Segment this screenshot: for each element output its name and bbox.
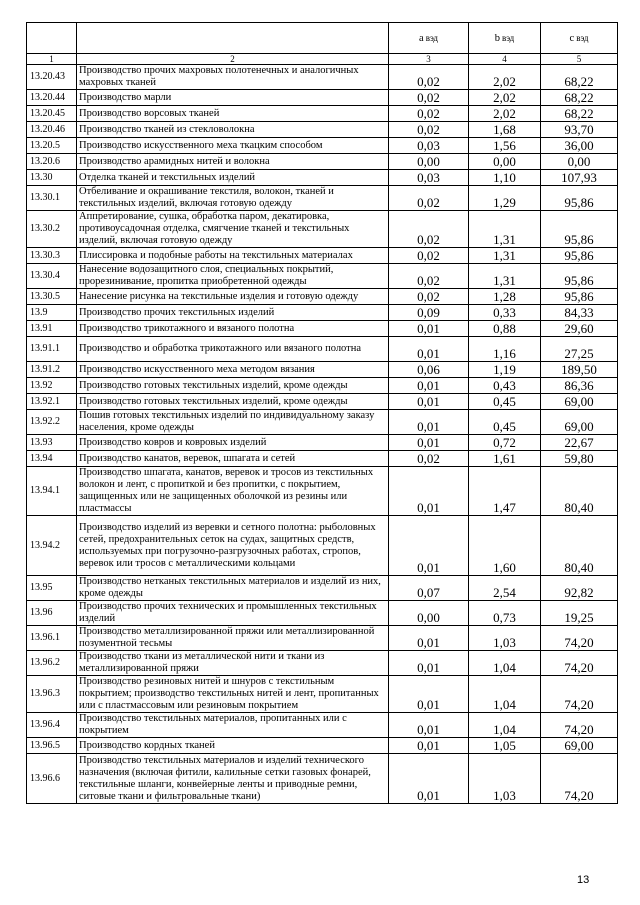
value-c-cell: 93,70: [541, 122, 618, 138]
table-row: [27, 305, 618, 321]
name-cell: Отбеливание и окрашивание текстиля, волокон, тканей и текстильных изделий, включая готовую одежду: [77, 186, 389, 211]
code-cell: 13.20.5: [27, 138, 77, 154]
header-cell-name: [77, 23, 389, 54]
value-b-cell: 1,31: [469, 211, 541, 248]
table-row: [27, 65, 618, 90]
value-c-cell: 92,82: [541, 576, 618, 601]
value-a-cell: 0,01: [389, 754, 469, 804]
name-cell: Производство изделий из веревки и сетного полотна: рыболовных сетей, предохранительных сеток на судах, защитных средств, используемых при погрузочно-разгрузочных работах, стропов, веревок или тросов с металлическими кольцами: [77, 516, 389, 576]
value-c-cell: 95,86: [541, 289, 618, 305]
value-a-cell: 0,01: [389, 738, 469, 754]
value-b-cell: 0,33: [469, 305, 541, 321]
code-cell: 13.94.1: [27, 467, 77, 516]
header-b-letter: b: [494, 32, 500, 44]
table-row: [27, 676, 618, 713]
value-c-cell: 95,86: [541, 248, 618, 264]
name-cell: Производство готовых текстильных изделий, кроме одежды: [77, 394, 389, 410]
header-cell-code: [27, 23, 77, 54]
value-b-cell: 1,68: [469, 122, 541, 138]
name-cell: Производство и обработка трикотажного или вязаного полотна: [77, 337, 389, 362]
value-b-cell: 1,04: [469, 713, 541, 738]
value-a-cell: 0,02: [389, 122, 469, 138]
value-b-cell: 0,88: [469, 321, 541, 337]
code-cell: 13.91.1: [27, 337, 77, 362]
value-a-cell: 0,01: [389, 410, 469, 435]
name-cell: Производство ворсовых тканей: [77, 106, 389, 122]
value-b-cell: 0,43: [469, 378, 541, 394]
value-c-cell: 69,00: [541, 738, 618, 754]
column-number: 2: [77, 54, 389, 65]
value-b-cell: 0,00: [469, 154, 541, 170]
code-cell: 13.96.1: [27, 626, 77, 651]
value-c-cell: 189,50: [541, 362, 618, 378]
table-row: [27, 738, 618, 754]
code-cell: 13.30: [27, 170, 77, 186]
value-c-cell: 86,36: [541, 378, 618, 394]
name-cell: Производство искусственного меха ткацким способом: [77, 138, 389, 154]
code-cell: 13.30.5: [27, 289, 77, 305]
value-b-cell: 1,31: [469, 248, 541, 264]
value-b-cell: 1,10: [469, 170, 541, 186]
table-row: [27, 451, 618, 467]
name-cell: Производство нетканых текстильных материалов и изделий из них, кроме одежды: [77, 576, 389, 601]
value-b-cell: 1,28: [469, 289, 541, 305]
value-a-cell: 0,02: [389, 451, 469, 467]
value-a-cell: 0,00: [389, 154, 469, 170]
value-a-cell: 0,02: [389, 211, 469, 248]
value-a-cell: 0,01: [389, 337, 469, 362]
name-cell: Нанесение рисунка на текстильные изделия и готовую одежду: [77, 289, 389, 305]
column-number: 3: [389, 54, 469, 65]
table-row: [27, 264, 618, 289]
code-cell: 13.96: [27, 601, 77, 626]
value-b-cell: 1,03: [469, 626, 541, 651]
value-b-cell: 1,60: [469, 516, 541, 576]
table-row: [27, 289, 618, 305]
table-row: [27, 435, 618, 451]
name-cell: Производство ткани из металлической нити и ткани из металлизированной пряжи: [77, 651, 389, 676]
table-row: [27, 154, 618, 170]
code-cell: 13.30.3: [27, 248, 77, 264]
value-c-cell: 68,22: [541, 90, 618, 106]
value-a-cell: 0,06: [389, 362, 469, 378]
name-cell: Производство текстильных материалов, пропитанных или с покрытием: [77, 713, 389, 738]
column-number: 4: [469, 54, 541, 65]
value-a-cell: 0,01: [389, 321, 469, 337]
value-b-cell: 1,03: [469, 754, 541, 804]
header-c-letter: c: [569, 32, 575, 44]
table-row: [27, 122, 618, 138]
value-c-cell: 68,22: [541, 106, 618, 122]
table-row: [27, 138, 618, 154]
name-cell: Производство трикотажного и вязаного полотна: [77, 321, 389, 337]
value-b-cell: 2,02: [469, 106, 541, 122]
value-a-cell: 0,02: [389, 90, 469, 106]
value-b-cell: 2,54: [469, 576, 541, 601]
column-number: 5: [541, 54, 618, 65]
page-number: 13: [577, 874, 590, 886]
column-numbering-row: [27, 54, 618, 65]
table-row: [27, 410, 618, 435]
code-cell: 13.96.6: [27, 754, 77, 804]
name-cell: Производство текстильных материалов и изделий технического назначения (включая фитили, калильные сетки газовых фонарей, текстильные шланги, конвейерные ленты и приводные ремни, ситовые ткани и фильтровальные ткани): [77, 754, 389, 804]
header-cell-a: [389, 23, 469, 54]
value-c-cell: 84,33: [541, 305, 618, 321]
table-row: [27, 170, 618, 186]
name-cell: Производство марли: [77, 90, 389, 106]
value-c-cell: 74,20: [541, 676, 618, 713]
value-a-cell: 0,02: [389, 248, 469, 264]
code-cell: 13.92: [27, 378, 77, 394]
value-c-cell: 95,86: [541, 264, 618, 289]
coefficient-table: [26, 22, 618, 804]
header-b-sub: вэд: [502, 32, 515, 43]
table-row: [27, 626, 618, 651]
name-cell: Производство кордных тканей: [77, 738, 389, 754]
value-b-cell: 1,04: [469, 651, 541, 676]
header-cell-b: [469, 23, 541, 54]
value-b-cell: 1,61: [469, 451, 541, 467]
value-a-cell: 0,01: [389, 676, 469, 713]
code-cell: 13.20.46: [27, 122, 77, 138]
code-cell: 13.20.45: [27, 106, 77, 122]
value-b-cell: 1,04: [469, 676, 541, 713]
value-a-cell: 0,02: [389, 264, 469, 289]
value-a-cell: 0,07: [389, 576, 469, 601]
name-cell: Производство прочих технических и промышленных текстильных изделий: [77, 601, 389, 626]
code-cell: 13.30.1: [27, 186, 77, 211]
table-row: [27, 186, 618, 211]
value-a-cell: 0,02: [389, 65, 469, 90]
name-cell: Производство металлизированной пряжи или металлизированной позументной тесьмы: [77, 626, 389, 651]
table-row: [27, 337, 618, 362]
name-cell: Производство резиновых нитей и шнуров с текстильным покрытием; производство текстильных нитей и лент, пропитанных или с пластмассовым или резиновым покрытием: [77, 676, 389, 713]
value-a-cell: 0,03: [389, 170, 469, 186]
value-a-cell: 0,02: [389, 186, 469, 211]
code-cell: 13.30.4: [27, 264, 77, 289]
value-b-cell: 2,02: [469, 65, 541, 90]
header-c-sub: вэд: [576, 32, 589, 43]
name-cell: Пошив готовых текстильных изделий по индивидуальному заказу населения, кроме одежды: [77, 410, 389, 435]
value-b-cell: 1,31: [469, 264, 541, 289]
name-cell: Производство канатов, веревок, шпагата и сетей: [77, 451, 389, 467]
code-cell: 13.20.6: [27, 154, 77, 170]
value-c-cell: 22,67: [541, 435, 618, 451]
value-c-cell: 74,20: [541, 651, 618, 676]
code-cell: 13.94: [27, 451, 77, 467]
code-cell: 13.92.2: [27, 410, 77, 435]
value-a-cell: 0,02: [389, 106, 469, 122]
value-c-cell: 80,40: [541, 516, 618, 576]
column-number: 1: [27, 54, 77, 65]
name-cell: Производство ковров и ковровых изделий: [77, 435, 389, 451]
name-cell: Производство шпагата, канатов, веревок и тросов из текстильных волокон и лент, с пропиткой и без пропитки, с покрытием, защищенных или не защищенных оболочкой из резины или пластмассы: [77, 467, 389, 516]
table-row: [27, 754, 618, 804]
name-cell: Производство прочих текстильных изделий: [77, 305, 389, 321]
table-row: [27, 467, 618, 516]
value-b-cell: 1,19: [469, 362, 541, 378]
name-cell: Отделка тканей и текстильных изделий: [77, 170, 389, 186]
table-row: [27, 516, 618, 576]
value-c-cell: 36,00: [541, 138, 618, 154]
code-cell: 13.96.5: [27, 738, 77, 754]
code-cell: 13.95: [27, 576, 77, 601]
value-c-cell: 0,00: [541, 154, 618, 170]
value-b-cell: 2,02: [469, 90, 541, 106]
code-cell: 13.92.1: [27, 394, 77, 410]
value-c-cell: 27,25: [541, 337, 618, 362]
value-c-cell: 19,25: [541, 601, 618, 626]
value-c-cell: 59,80: [541, 451, 618, 467]
table-body: [27, 23, 618, 804]
code-cell: 13.20.44: [27, 90, 77, 106]
name-cell: Производство прочих махровых полотенечных и аналогичных махровых тканей: [77, 65, 389, 90]
name-cell: Производство готовых текстильных изделий, кроме одежды: [77, 378, 389, 394]
code-cell: 13.9: [27, 305, 77, 321]
table-row: [27, 248, 618, 264]
value-a-cell: 0,01: [389, 378, 469, 394]
header-cell-c: [541, 23, 618, 54]
value-a-cell: 0,01: [389, 651, 469, 676]
code-cell: 13.91.2: [27, 362, 77, 378]
value-c-cell: 69,00: [541, 410, 618, 435]
table-row: [27, 576, 618, 601]
value-a-cell: 0,09: [389, 305, 469, 321]
value-c-cell: 29,60: [541, 321, 618, 337]
value-b-cell: 1,47: [469, 467, 541, 516]
code-cell: 13.94.2: [27, 516, 77, 576]
value-b-cell: 1,29: [469, 186, 541, 211]
name-cell: Аппретирование, сушка, обработка паром, декатировка, противоусадочная отделка, смягчение тканей и текстильных изделий, включая готовую одежду: [77, 211, 389, 248]
table-row: [27, 651, 618, 676]
value-b-cell: 0,72: [469, 435, 541, 451]
header-a-sub: вэд: [425, 32, 438, 43]
header-a-letter: a: [419, 32, 424, 44]
value-a-cell: 0,01: [389, 516, 469, 576]
value-b-cell: 1,16: [469, 337, 541, 362]
table-row: [27, 211, 618, 248]
value-c-cell: 69,00: [541, 394, 618, 410]
value-c-cell: 74,20: [541, 754, 618, 804]
value-c-cell: 95,86: [541, 186, 618, 211]
value-a-cell: 0,01: [389, 467, 469, 516]
name-cell: Производство арамидных нитей и волокна: [77, 154, 389, 170]
value-c-cell: 107,93: [541, 170, 618, 186]
value-a-cell: 0,01: [389, 713, 469, 738]
table-row: [27, 394, 618, 410]
name-cell: Нанесение водозащитного слоя, специальных покрытий, прорезинивание, пропитка приобретенной одежды: [77, 264, 389, 289]
value-a-cell: 0,01: [389, 394, 469, 410]
header-row: [27, 23, 618, 54]
value-a-cell: 0,00: [389, 601, 469, 626]
table-row: [27, 90, 618, 106]
value-c-cell: 74,20: [541, 713, 618, 738]
table-row: [27, 106, 618, 122]
value-c-cell: 74,20: [541, 626, 618, 651]
name-cell: Производство искусственного меха методом вязания: [77, 362, 389, 378]
value-b-cell: 1,05: [469, 738, 541, 754]
name-cell: Производство тканей из стекловолокна: [77, 122, 389, 138]
value-a-cell: 0,03: [389, 138, 469, 154]
table-row: [27, 321, 618, 337]
code-cell: 13.96.4: [27, 713, 77, 738]
code-cell: 13.30.2: [27, 211, 77, 248]
code-cell: 13.96.3: [27, 676, 77, 713]
value-a-cell: 0,02: [389, 289, 469, 305]
value-b-cell: 1,56: [469, 138, 541, 154]
value-b-cell: 0,45: [469, 410, 541, 435]
table-row: [27, 713, 618, 738]
table-row: [27, 601, 618, 626]
value-b-cell: 0,73: [469, 601, 541, 626]
value-c-cell: 95,86: [541, 211, 618, 248]
value-c-cell: 68,22: [541, 65, 618, 90]
code-cell: 13.20.43: [27, 65, 77, 90]
value-b-cell: 0,45: [469, 394, 541, 410]
value-a-cell: 0,01: [389, 626, 469, 651]
code-cell: 13.91: [27, 321, 77, 337]
code-cell: 13.96.2: [27, 651, 77, 676]
value-a-cell: 0,01: [389, 435, 469, 451]
name-cell: Плиссировка и подобные работы на текстильных материалах: [77, 248, 389, 264]
table-row: [27, 362, 618, 378]
code-cell: 13.93: [27, 435, 77, 451]
table-row: [27, 378, 618, 394]
value-c-cell: 80,40: [541, 467, 618, 516]
